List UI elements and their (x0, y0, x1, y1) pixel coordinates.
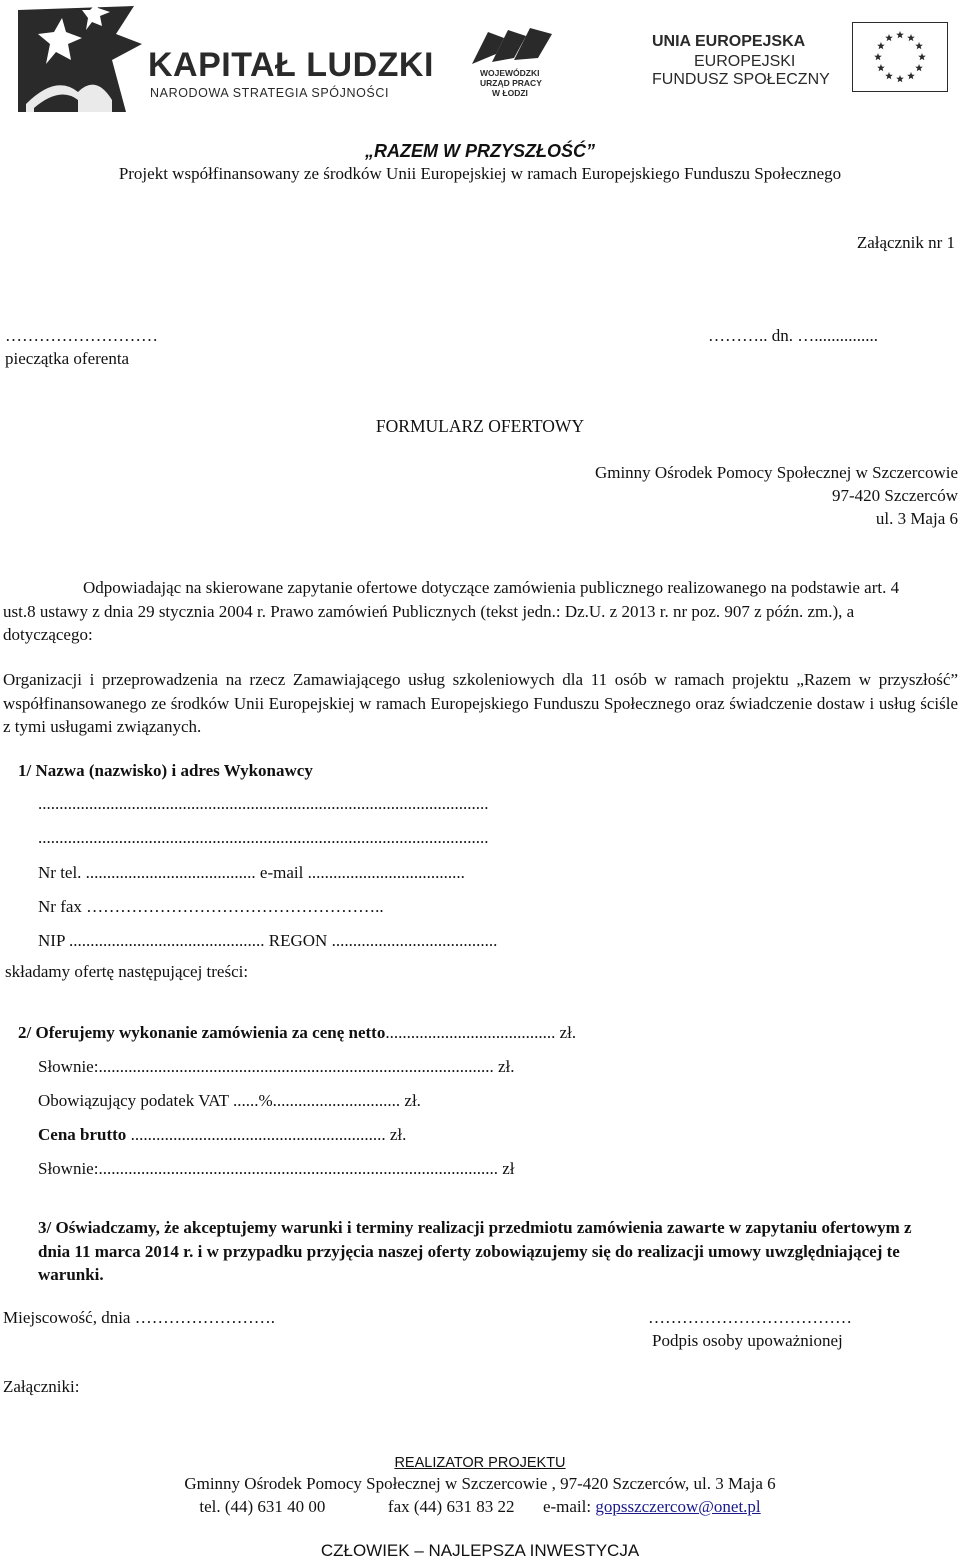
wup-line-1: WOJEWÓDZKI (480, 68, 540, 78)
place-date-field[interactable]: Miejscowość, dnia ……………………. (3, 1308, 275, 1327)
gross-price-field[interactable]: ............................................................ zł. (126, 1125, 407, 1144)
eu-flag-icon (852, 22, 948, 92)
date-field: ……….. dn. …............... (708, 326, 878, 345)
stamp-dots: ……………………… (5, 326, 158, 345)
kapital-ludzki-logo (16, 4, 434, 114)
form-title: FORMULARZ OFERTOWY (375, 416, 585, 436)
scope-paragraph: Organizacji i przeprowadzenia na rzecz Zamawiającego usług szkoleniowych dla 11 osób w ramach projektu „Razem w przyszłość” współfinansowanego ze środków Unii Europejskiej w ramach Europejskiego Funduszu Społecznego oraz świadczenie dostaw i usług ściśle z tymi usługami związanych. (3, 670, 958, 736)
kapital-ludzki-title: KAPITAŁ LUDZKI (148, 46, 434, 84)
section-2-heading (18, 1023, 576, 1043)
gross-price-words-field[interactable]: Słownie:.............................................................................................. zł (38, 1159, 515, 1178)
section-1-heading: 1/ Nazwa (nazwisko) i adres Wykonawcy (18, 761, 313, 780)
footer-email-link[interactable]: gopsszczercow@onet.pl (595, 1497, 761, 1516)
kapital-ludzki-subtitle: NARODOWA STRATEGIA SPÓJNOŚCI (150, 86, 390, 100)
attachment-number: Załącznik nr 1 (856, 233, 955, 252)
eu-logo (652, 22, 952, 92)
wup-lodz-logo (468, 24, 556, 100)
addressee-line-3: ul. 3 Maja 6 (875, 509, 958, 528)
eu-line-1: UNIA EUROPEJSKA (652, 33, 806, 50)
net-price-words-field[interactable]: Słownie:............................................................................................. zł. (38, 1057, 515, 1076)
eu-line-2: EUROPEJSKI (694, 53, 796, 70)
stamp-label: pieczątka oferenta (5, 349, 130, 368)
footer-fax: fax (44) 631 83 22 (387, 1497, 515, 1516)
addressee-line-2: 97-420 Szczerców (831, 486, 958, 505)
footer-contacts (0, 1497, 960, 1517)
signature-label: Podpis osoby upoważnionej (652, 1331, 843, 1350)
wup-line-3: W ŁODZI (492, 88, 528, 98)
fax-field[interactable]: Nr fax …………………………………………….. (38, 897, 384, 916)
tel-email-field[interactable]: Nr tel. ........................................ e-mail ..................................... (38, 863, 465, 882)
signature-field[interactable]: ……………………………… (648, 1308, 852, 1327)
footer-email-label: e-mail: (542, 1497, 592, 1516)
footer-address: Gminny Ośrodek Pomocy Społecznej w Szczercowie , 97-420 Szczerców, ul. 3 Maja 6 (184, 1474, 776, 1493)
addressee-line-1: Gminny Ośrodek Pomocy Społecznej w Szczercowie (594, 463, 958, 482)
footer-tel: tel. (44) 631 40 00 (199, 1497, 326, 1516)
gross-price-label: Cena brutto (38, 1125, 127, 1144)
contractor-address-field[interactable]: .......................................................................................................... (38, 828, 489, 847)
footer-realizator: REALIZATOR PROJEKTU (394, 1455, 566, 1471)
contractor-name-field[interactable]: .......................................................................................................... (38, 794, 489, 813)
attachments-label: Załączniki: (3, 1377, 80, 1396)
project-subtitle: Projekt współfinansowany ze środków Unii Europejskiej w ramach Europejskiego Funduszu Społecznego (118, 164, 842, 183)
nip-regon-field[interactable]: NIP .............................................. REGON ....................................... (38, 931, 498, 950)
offer-intro-line: składamy ofertę następującej treści: (5, 962, 249, 981)
wup-line-2: URZĄD PRACY (480, 78, 542, 88)
net-price-label: 2/ Oferujemy wykonanie zamówienia za cenę netto (18, 1023, 386, 1042)
kapital-ludzki-emblem-icon (16, 4, 146, 114)
eu-line-3: FUNDUSZ SPOŁECZNY (652, 71, 830, 88)
project-title: „RAZEM W PRZYSZŁOŚĆ” (365, 141, 595, 161)
footer-motto: CZŁOWIEK – NAJLEPSZA INWESTYCJA (320, 1541, 640, 1560)
section-3-statement: 3/ Oświadczamy, że akceptujemy warunki i terminy realizacji przedmiotu zamówienia zawarte w zapytaniu ofertowym z dnia 11 marca 2014 r. i w przypadku przyjęcia naszej oferty zobowiązujemy się do realizacji umowy uwzględniającej te warunki. (38, 1218, 912, 1284)
wup-arrows-icon (468, 24, 556, 68)
intro-paragraph: Odpowiadając na skierowane zapytanie ofertowe dotyczące zamówienia publicznego realizowanego na podstawie art. 4 ust.8 ustawy z dnia 29 stycznia 2004 r. Prawo zamówień Publicznych (tekst jedn.: Dz.U. z 2013 r. nr poz. 907 z późn. zm.), a dotyczącego: (3, 578, 900, 644)
gross-price-line (38, 1125, 406, 1145)
vat-field[interactable]: Obowiązujący podatek VAT ......%.............................. zł. (38, 1091, 421, 1110)
net-price-field[interactable]: ........................................ zł. (385, 1023, 577, 1042)
